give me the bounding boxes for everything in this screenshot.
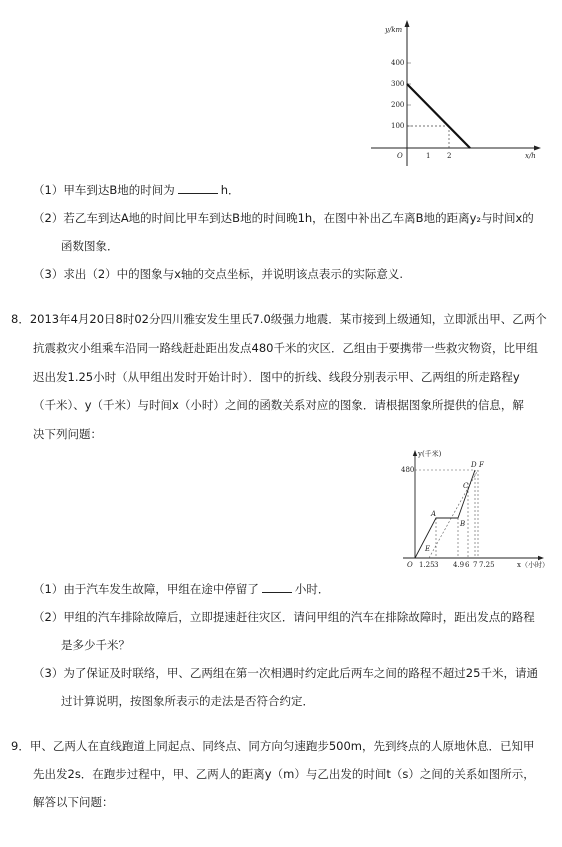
svg-text:O: O: [407, 561, 413, 569]
x-label: x/h: [525, 152, 536, 160]
p8-line2: 抗震救灾小组乘车沿同一路线赶赴距出发点480千米的灾区．乙组由于要携带一些救灾物资，比甲组: [33, 341, 538, 355]
p8-line5: 决下列问题：: [33, 427, 102, 441]
svg-text:4.9: 4.9: [453, 561, 465, 569]
svg-text:F: F: [479, 461, 484, 469]
p8-q2-line1: （2）甲组的汽车排除故障后，立即提速赶往灾区．请问甲组的汽车在排除故障时，距出发点的路程: [33, 610, 535, 624]
svg-text:1.25: 1.25: [419, 561, 435, 569]
svg-text:200: 200: [391, 101, 405, 109]
svg-text:6: 6: [465, 561, 470, 569]
svg-text:B: B: [460, 520, 466, 528]
p9-line2: 先出发2s．在跑步过程中，甲、乙两人的距离y（m）与乙出发的时间t（s）之间的关系如图所示，: [33, 767, 535, 781]
svg-text:7.25: 7.25: [479, 561, 495, 569]
p9-line3: 解答以下问题：: [33, 795, 114, 809]
svg-text:3: 3: [434, 561, 439, 569]
svg-text:E: E: [425, 545, 431, 553]
svg-text:480: 480: [401, 466, 415, 474]
p9-line1: 9．甲、乙两人在直线跑道上同起点、同终点、同方向匀速跑步500m，先到终点的人原地休息．已知甲: [11, 739, 535, 753]
answer-blank[interactable]: [262, 592, 292, 593]
figure-2-graph: [385, 448, 555, 573]
p8-line1: 8．2013年4月20日8时02分四川雅安发生里氏7.0级强力地震．某市接到上级通知，立即派出甲、乙两个: [11, 312, 547, 326]
svg-text:2: 2: [447, 152, 452, 160]
svg-text:7: 7: [473, 561, 478, 569]
svg-text:D: D: [471, 461, 477, 469]
svg-text:400: 400: [391, 59, 405, 67]
p8-q2-line2: 是多少千米？: [61, 638, 130, 652]
p8-q1: （1）由于汽车发生故障，甲组在途中停留了 小时．: [33, 582, 330, 596]
svg-text:A: A: [431, 510, 437, 518]
answer-blank[interactable]: [178, 193, 218, 194]
figure-1-graph: [365, 18, 545, 168]
p7-q2-line1: （2）若乙车到达A地的时间比甲车到达B地的时间晚1h，在图中补出乙车离B地的距离y₂与时间x的: [33, 211, 534, 225]
svg-text:1: 1: [426, 152, 431, 160]
p8-q3-line1: （3）为了保证及时联络，甲、乙两组在第一次相遇时约定此后两车之间的路程不超过25千米，请通: [33, 666, 538, 680]
p8-line4: （千米）、y（千米）与时间x（小时）之间的函数关系对应的图象．请根据图象所提供的信息，解: [33, 398, 524, 412]
p7-q3: （3）求出（2）中的图象与x轴的交点坐标，并说明该点表示的实际意义.: [33, 267, 404, 281]
svg-text:300: 300: [391, 80, 405, 88]
p7-q1: （1）甲车到达B地的时间为 h．: [33, 183, 240, 197]
svg-text:y(千米): y(千米): [418, 450, 442, 458]
p7-q2-line2: 函数图象．: [61, 239, 119, 253]
p8-q3-line2: 过计算说明，按图象所表示的走法是否符合约定．: [61, 694, 314, 708]
y-label: y/km: [385, 26, 403, 34]
svg-text:O: O: [397, 152, 403, 160]
jia-line: [407, 84, 470, 148]
svg-text:C: C: [463, 482, 469, 490]
svg-text:x（小时）: x（小时）: [517, 561, 549, 569]
p8-line3: 迟出发1.25小时（从甲组出发时开始计时）．图中的折线、线段分别表示甲、乙两组的所走路程y: [33, 370, 520, 384]
svg-text:100: 100: [391, 122, 405, 130]
